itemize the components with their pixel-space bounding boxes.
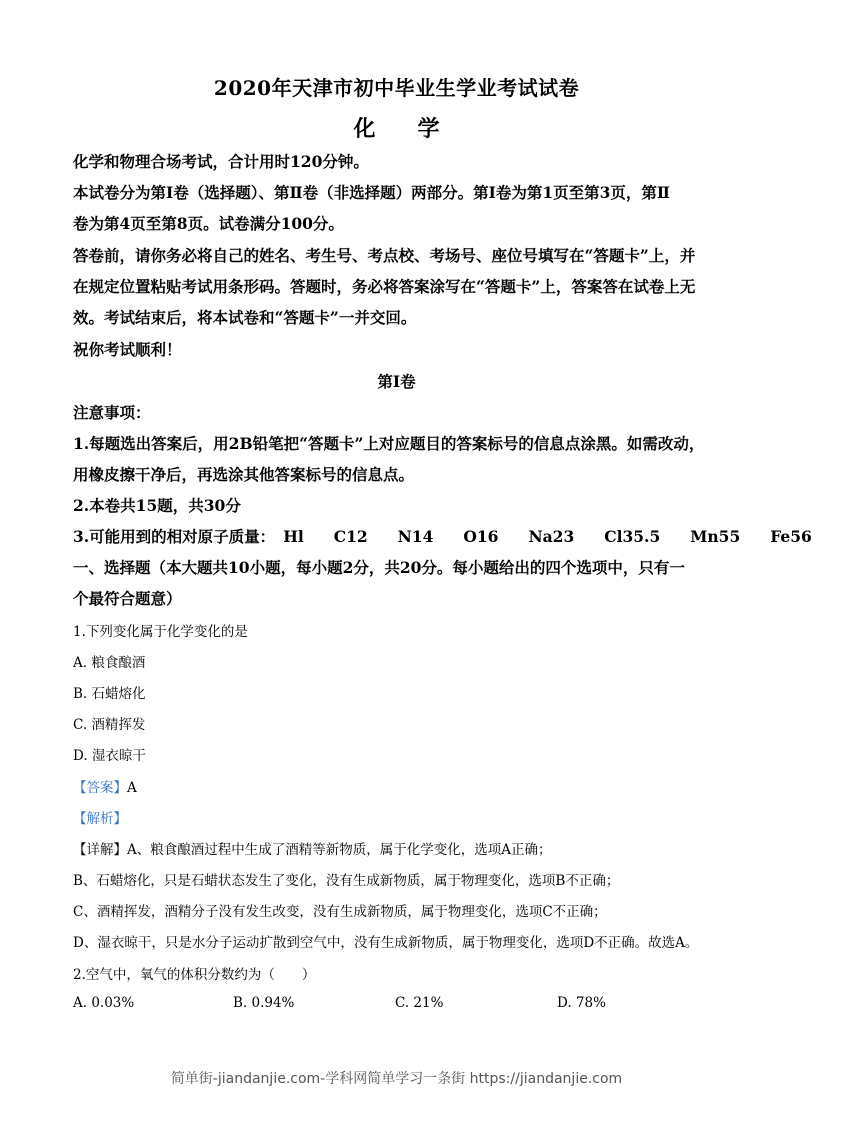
q1-answer xyxy=(73,776,137,796)
note-1-line-a: 1.每题选出答案后，用2B铅笔把“答题卡”上对应题目的答案标号的信息点涂黑。如需改动， xyxy=(73,434,705,453)
mass-fe: Fe56 xyxy=(770,527,812,546)
subject-char-2: 学 xyxy=(417,116,440,142)
intro-line-6: 效。考试结束后，将本试卷和“答题卡”一并交回。 xyxy=(73,308,417,327)
note-3-label: 3.可能用到的相对原子质量： xyxy=(73,527,276,546)
page-footer-watermark: 简单街-jiandanjie.com-学科网简单学习一条街 https://jiandanjie.com xyxy=(170,1071,623,1087)
notice-title: 注意事项： xyxy=(73,403,151,422)
subject-title xyxy=(0,112,793,143)
mass-cl: Cl35.5 xyxy=(604,527,661,546)
mass-na: Na23 xyxy=(528,527,575,546)
q1-detail-3: C、酒精挥发，酒精分子没有发生改变，没有生成新物质，属于物理变化，选项C不正确； xyxy=(73,904,607,920)
q2-option-c: C. 21% xyxy=(395,995,444,1011)
q1-stem: 1.下列变化属于化学变化的是 xyxy=(73,624,248,640)
q2-option-a: A. 0.03% xyxy=(73,995,135,1011)
q2-stem: 2.空气中，氧气的体积分数约为（ ） xyxy=(73,967,316,983)
q1-detail-4: D、湿衣晾干，只是水分子运动扩散到空气中，没有生成新物质，属于物理变化，选项D不正确。故选A。 xyxy=(73,935,699,951)
mass-c: C12 xyxy=(333,527,368,546)
note-1-line-b: 用橡皮擦干净后，再选涂其他答案标号的信息点。 xyxy=(73,465,415,484)
mass-n: N14 xyxy=(397,527,434,546)
intro-line-2: 本试卷分为第Ⅰ卷（选择题）、第Ⅱ卷（非选择题）两部分。第Ⅰ卷为第1页至第3页，第Ⅱ xyxy=(73,183,670,202)
intro-line-1: 化学和物理合场考试，合计用时120分钟。 xyxy=(73,152,369,171)
intro-line-7: 祝你考试顺利！ xyxy=(73,340,182,359)
answer-tag: 【答案】 xyxy=(73,780,127,796)
q1-option-d: D. 湿衣晾干 xyxy=(73,748,146,764)
intro-line-4: 答卷前，请你务必将自己的姓名、考生号、考点校、考场号、座位号填写在“答题卡”上，并 xyxy=(73,246,696,265)
analysis-tag: 【解析】 xyxy=(73,811,127,827)
section-1-line-b: 个最符合题意） xyxy=(73,589,182,608)
note-2: 2.本卷共15题，共30分 xyxy=(73,496,241,515)
volume-heading: 第Ⅰ卷 xyxy=(377,372,416,391)
intro-line-3: 卷为第4页至第8页。试卷满分100分。 xyxy=(73,214,344,233)
mass-h: Hl xyxy=(283,527,304,546)
exam-title: 2020年天津市初中毕业生学业考试试卷 xyxy=(213,76,580,100)
mass-o: O16 xyxy=(463,527,499,546)
q1-detail-2: B、石蜡熔化，只是石蜡状态发生了变化，没有生成新物质，属于物理变化，选项B不正确； xyxy=(73,873,620,889)
q1-option-c: C. 酒精挥发 xyxy=(73,717,146,733)
q1-option-a: A. 粮食酿酒 xyxy=(73,655,146,671)
subject-char-1: 化 xyxy=(353,116,376,142)
q2-option-b: B. 0.94% xyxy=(233,995,295,1011)
note-3-atomic-masses xyxy=(73,525,842,547)
section-1-line-a: 一、选择题（本大题共10小题，每小题2分，共20分。每小题给出的四个选项中，只有一 xyxy=(73,558,685,577)
q1-option-b: B. 石蜡熔化 xyxy=(73,686,146,702)
answer-value: A xyxy=(127,780,137,796)
q2-option-d: D. 78% xyxy=(557,995,606,1011)
intro-line-5: 在规定位置粘贴考试用条形码。答题时，务必将答案涂写在“答题卡”上，答案答在试卷上无 xyxy=(73,277,696,296)
q1-detail-1: 【详解】A、粮食酿酒过程中生成了酒精等新物质，属于化学变化，选项A正确； xyxy=(73,842,552,858)
mass-mn: Mn55 xyxy=(690,527,741,546)
